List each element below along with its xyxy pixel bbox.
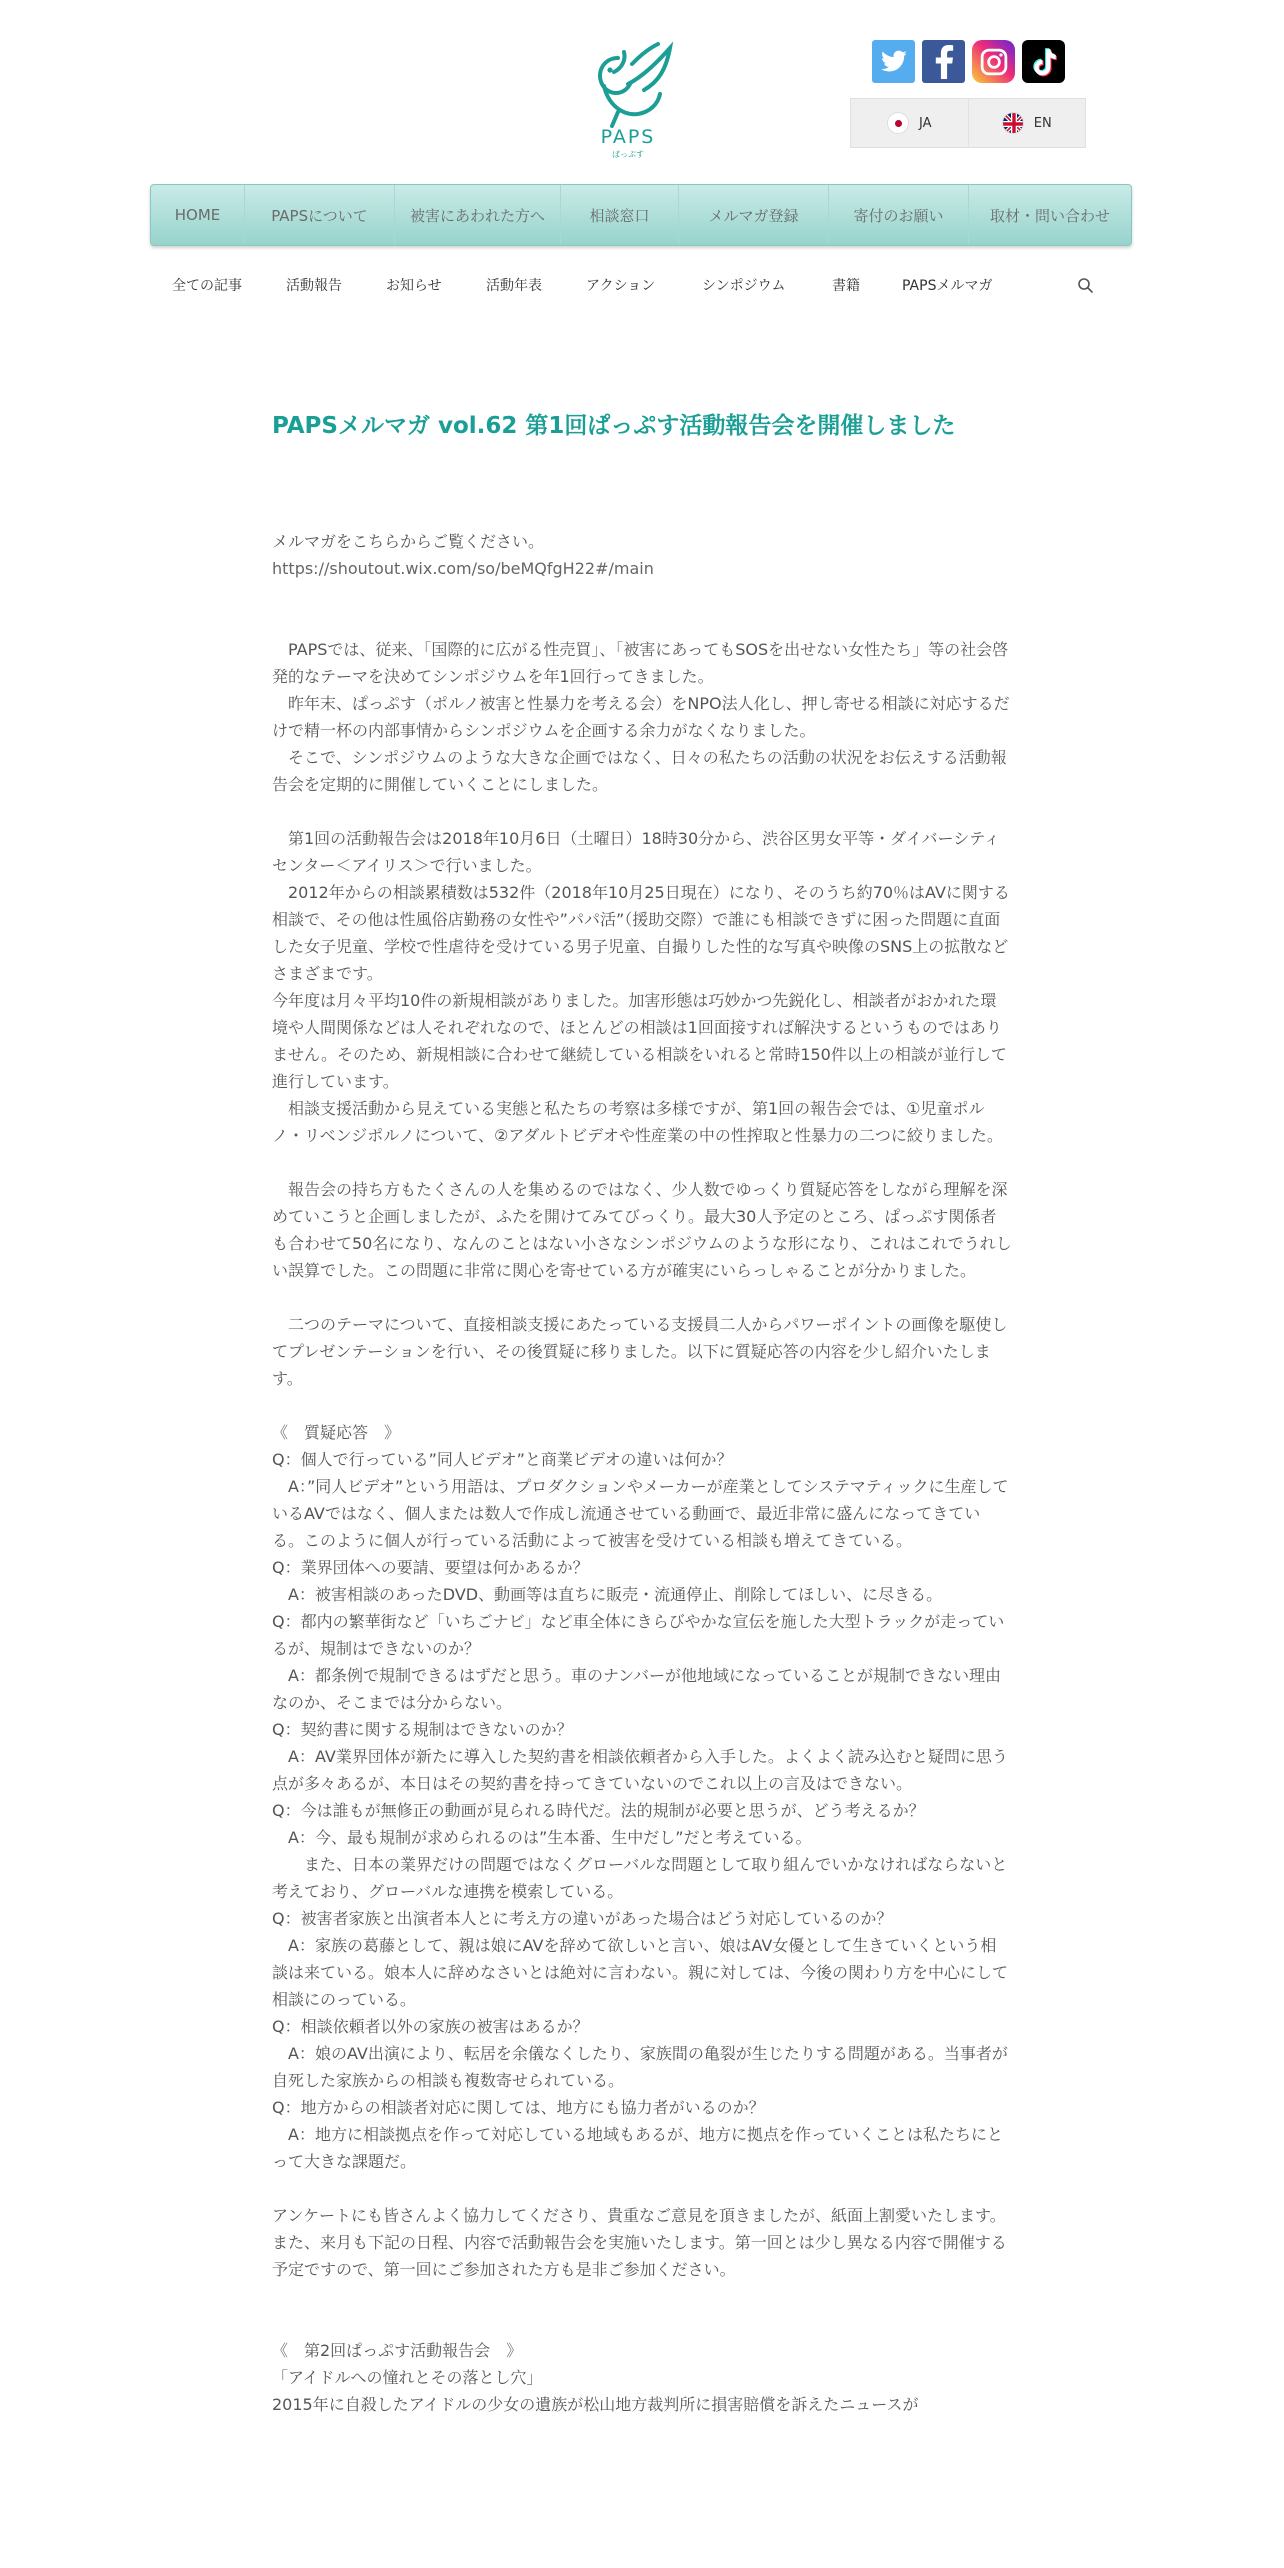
uk-flag-icon: [1002, 112, 1024, 134]
article-paragraph: 《 第2回ぱっぷす活動報告会 》 「アイドルへの憧れとその落とし穴」 2015年に自殺したアイドルの少女の遺族が松山地方裁判所に損害賠償を訴えたニュースが: [272, 2341, 919, 2414]
blog-category-nav: [172, 270, 1092, 302]
article-paragraph: PAPSでは、従来、「国際的に広がる性売買」、「被害にあってもSOSを出せない女性たち」等の社会啓発的なテーマを決めてシンポジウムを年1回行ってきました。 昨年末、ぱっぷす（ポルノ被害と性暴力を考える会）をNPO法人化し、押し寄せる相談に対応するだけで精一杯の内部事情からシンポジウムを企画する余力がなくなりました。 そこで、シンポジウムのような大きな企画ではなく、日々の私たちの活動の状況をお伝えする活動報告会を定期的に開催していくことにしました。: [272, 640, 1010, 794]
newsletter-link[interactable]: https://shoutout.wix.com/so/beMQfgH22#/main: [272, 559, 654, 578]
bird-logo-icon: [574, 38, 682, 130]
social-links: [872, 40, 1065, 83]
search-icon[interactable]: [1076, 276, 1096, 296]
article-paragraph: 二つのテーマについて、直接相談支援にあたっている支援員二人からパワーポイントの画像を駆使してプレゼンテーションを行い、その後質疑に移りました。以下に質疑応答の内容を少し紹介いたします。: [272, 1315, 1008, 1388]
article-intro: メルマガをこちらからご覧ください。: [272, 532, 545, 551]
article-paragraph: アンケートにも皆さんよく協力してくださり、貴重なご意見を頂きましたが、紙面上割愛いたします。 また、来月も下記の日程、内容で活動報告会を実施いたします。第一回とは少し異なる内容で開催する予定ですので、第一回にご参加された方も是非ご参加ください。: [272, 2206, 1007, 2279]
logo-text: PAPS: [600, 126, 656, 148]
paps-logo[interactable]: [568, 38, 688, 176]
category-symposium[interactable]: シンポジウム: [702, 278, 786, 294]
logo-subtext: ぱっぷす: [612, 150, 644, 159]
article-paragraph: 第1回の活動報告会は2018年10月6日（土曜日）18時30分から、渋谷区男女平等・ダイバーシティセンター＜アイリス＞で行いました。 2012年からの相談累積数は532件（2018年10月25日現在）になり、そのうち約70％はAVに関する相談で、その他は性風俗店勤務の女性や”パパ活”（援助交際）で誰にも相談できずに困った問題に直面した女子児童、学校で性虐待を受けている男子児童、自撮りした性的な写真や映像のSNS上の拡散などさまざまです。 今年度は月々平均10件の新規相談がありました。加害形態は巧妙かつ先鋭化し、相談者がおかれた環境や人間関係などは人それぞれなので、ほとんどの相談は1回面接すれば解決するというものではありません。そのため、新規相談に合わせて継続している相談をいれると常時150件以上の相談が並行して進行しています。 相談支援活動から見えている実態と私たちの考察は多様ですが、第1回の報告会では、①児童ポルノ・リベンジポルノについて、②アダルトビデオや性産業の中の性搾取と性暴力の二つに絞りました。: [272, 829, 1010, 1145]
instagram-icon[interactable]: [972, 40, 1015, 83]
lang-label-en: EN: [1033, 115, 1052, 131]
category-books[interactable]: 書籍: [832, 278, 860, 294]
category-activity-report[interactable]: 活動報告: [286, 278, 342, 294]
facebook-icon[interactable]: [922, 40, 965, 83]
article-body: [272, 528, 1012, 2418]
article-title: PAPSメルマガ vol.62 第1回ぱっぷす活動報告会を開催しました: [272, 413, 956, 439]
category-news[interactable]: お知らせ: [386, 278, 442, 294]
language-switcher: [850, 98, 1086, 148]
lang-option-en[interactable]: [968, 99, 1086, 147]
lang-label-ja: JA: [919, 115, 932, 131]
tiktok-icon[interactable]: [1022, 40, 1065, 83]
menu-item-home[interactable]: HOME: [151, 185, 245, 245]
menu-item-donation[interactable]: 寄付のお願い: [829, 185, 969, 245]
japan-flag-icon: [887, 112, 909, 134]
category-timeline[interactable]: 活動年表: [486, 278, 542, 294]
category-paps-newsletter[interactable]: PAPSメルマガ: [902, 278, 993, 294]
category-action[interactable]: アクション: [586, 278, 656, 294]
qa-section: 《 質疑応答 》 Q：個人で行っている”同人ビデオ”と商業ビデオの違いは何か？ A：”同人ビデオ”という用語は、プロダクションやメーカーが産業としてシステマティックに生産しているAVではなく、個人または数人で作成し流通させている動画で、最近非常に盛んになってきている。このように個人が行っている活動によって被害を受けている相談も増えてきている。 Q：業界団体への要請、要望は何かあるか？ A：被害相談のあったDVD、動画等は直ちに販売・流通停止、削除してほしい、に尽きる。 Q：都内の繁華街など「いちごナビ」など車全体にきらびやかな宣伝を施した大型トラックが走っているが、規制はできないのか？ A：都条例で規制できるはずだと思う。車のナンバーが他地域になっていることが規制できない理由なのか、そこまでは分からない。 Q：契約書に関する規制はできないのか？ A：AV業界団体が新たに導入した契約書を相談依頼者から入手した。よくよく読み込むと疑問に思う点が多々あるが、本日はその契約書を持ってきていないのでこれ以上の言及はできない。 Q：今は誰もが無修正の動画が見られる時代だ。法的規制が必要と思うが、どう考えるか？ A：今、最も規制が求められるのは”生本番、生中だし”だと考えている。 また、日本の業界だけの問題ではなくグローバルな問題として取り組んでいかなければならないと考えており、グローバルな連携を模索している。 Q：被害者家族と出演者本人とに考え方の違いがあった場合はどう対応しているのか？ A：家族の葛藤として、親は娘にAVを辞めて欲しいと言い、娘はAV女優として生きていくという相談は来ている。娘本人に辞めなさいとは絶対に言わない。親に対しては、今後の関わり方を中心にして相談にのっている。 Q：相談依頼者以外の家族の被害はあるか？ A：娘のAV出演により、転居を余儀なくしたり、家族間の亀裂が生じたりする問題がある。当事者が自死した家族からの相談も複数寄せられている。 Q：地方からの相談者対応に関しては、地方にも協力者がいるのか？ A：地方に相談拠点を作って対応している地域もあるが、地方に拠点を作っていくことは私たちにとって大きな課題だ。: [272, 1423, 1009, 2171]
menu-item-newsletter[interactable]: メルマガ登録: [679, 185, 829, 245]
twitter-icon[interactable]: [872, 40, 915, 83]
menu-item-about[interactable]: PAPSについて: [245, 185, 395, 245]
menu-item-consultation[interactable]: 相談窓口: [561, 185, 679, 245]
article-paragraph: 報告会の持ち方もたくさんの人を集めるのではなく、少人数でゆっくり質疑応答をしながら理解を深めていこうと企画しましたが、ふたを開けてみてびっくり。最大30人予定のところ、ぱっぷす関係者も合わせて50名になり、なんのことはない小さなシンポジウムのような形になり、これはこれでうれしい誤算でした。この問題に非常に関心を寄せている方が確実にいらっしゃることが分かりました。: [272, 1180, 1012, 1280]
main-menu: [150, 184, 1132, 246]
category-all[interactable]: 全ての記事: [172, 278, 242, 294]
menu-item-contact[interactable]: 取材・問い合わせ: [989, 206, 1110, 225]
menu-item-victims[interactable]: 被害にあわれた方へ: [395, 185, 561, 245]
lang-option-ja[interactable]: [851, 99, 968, 147]
